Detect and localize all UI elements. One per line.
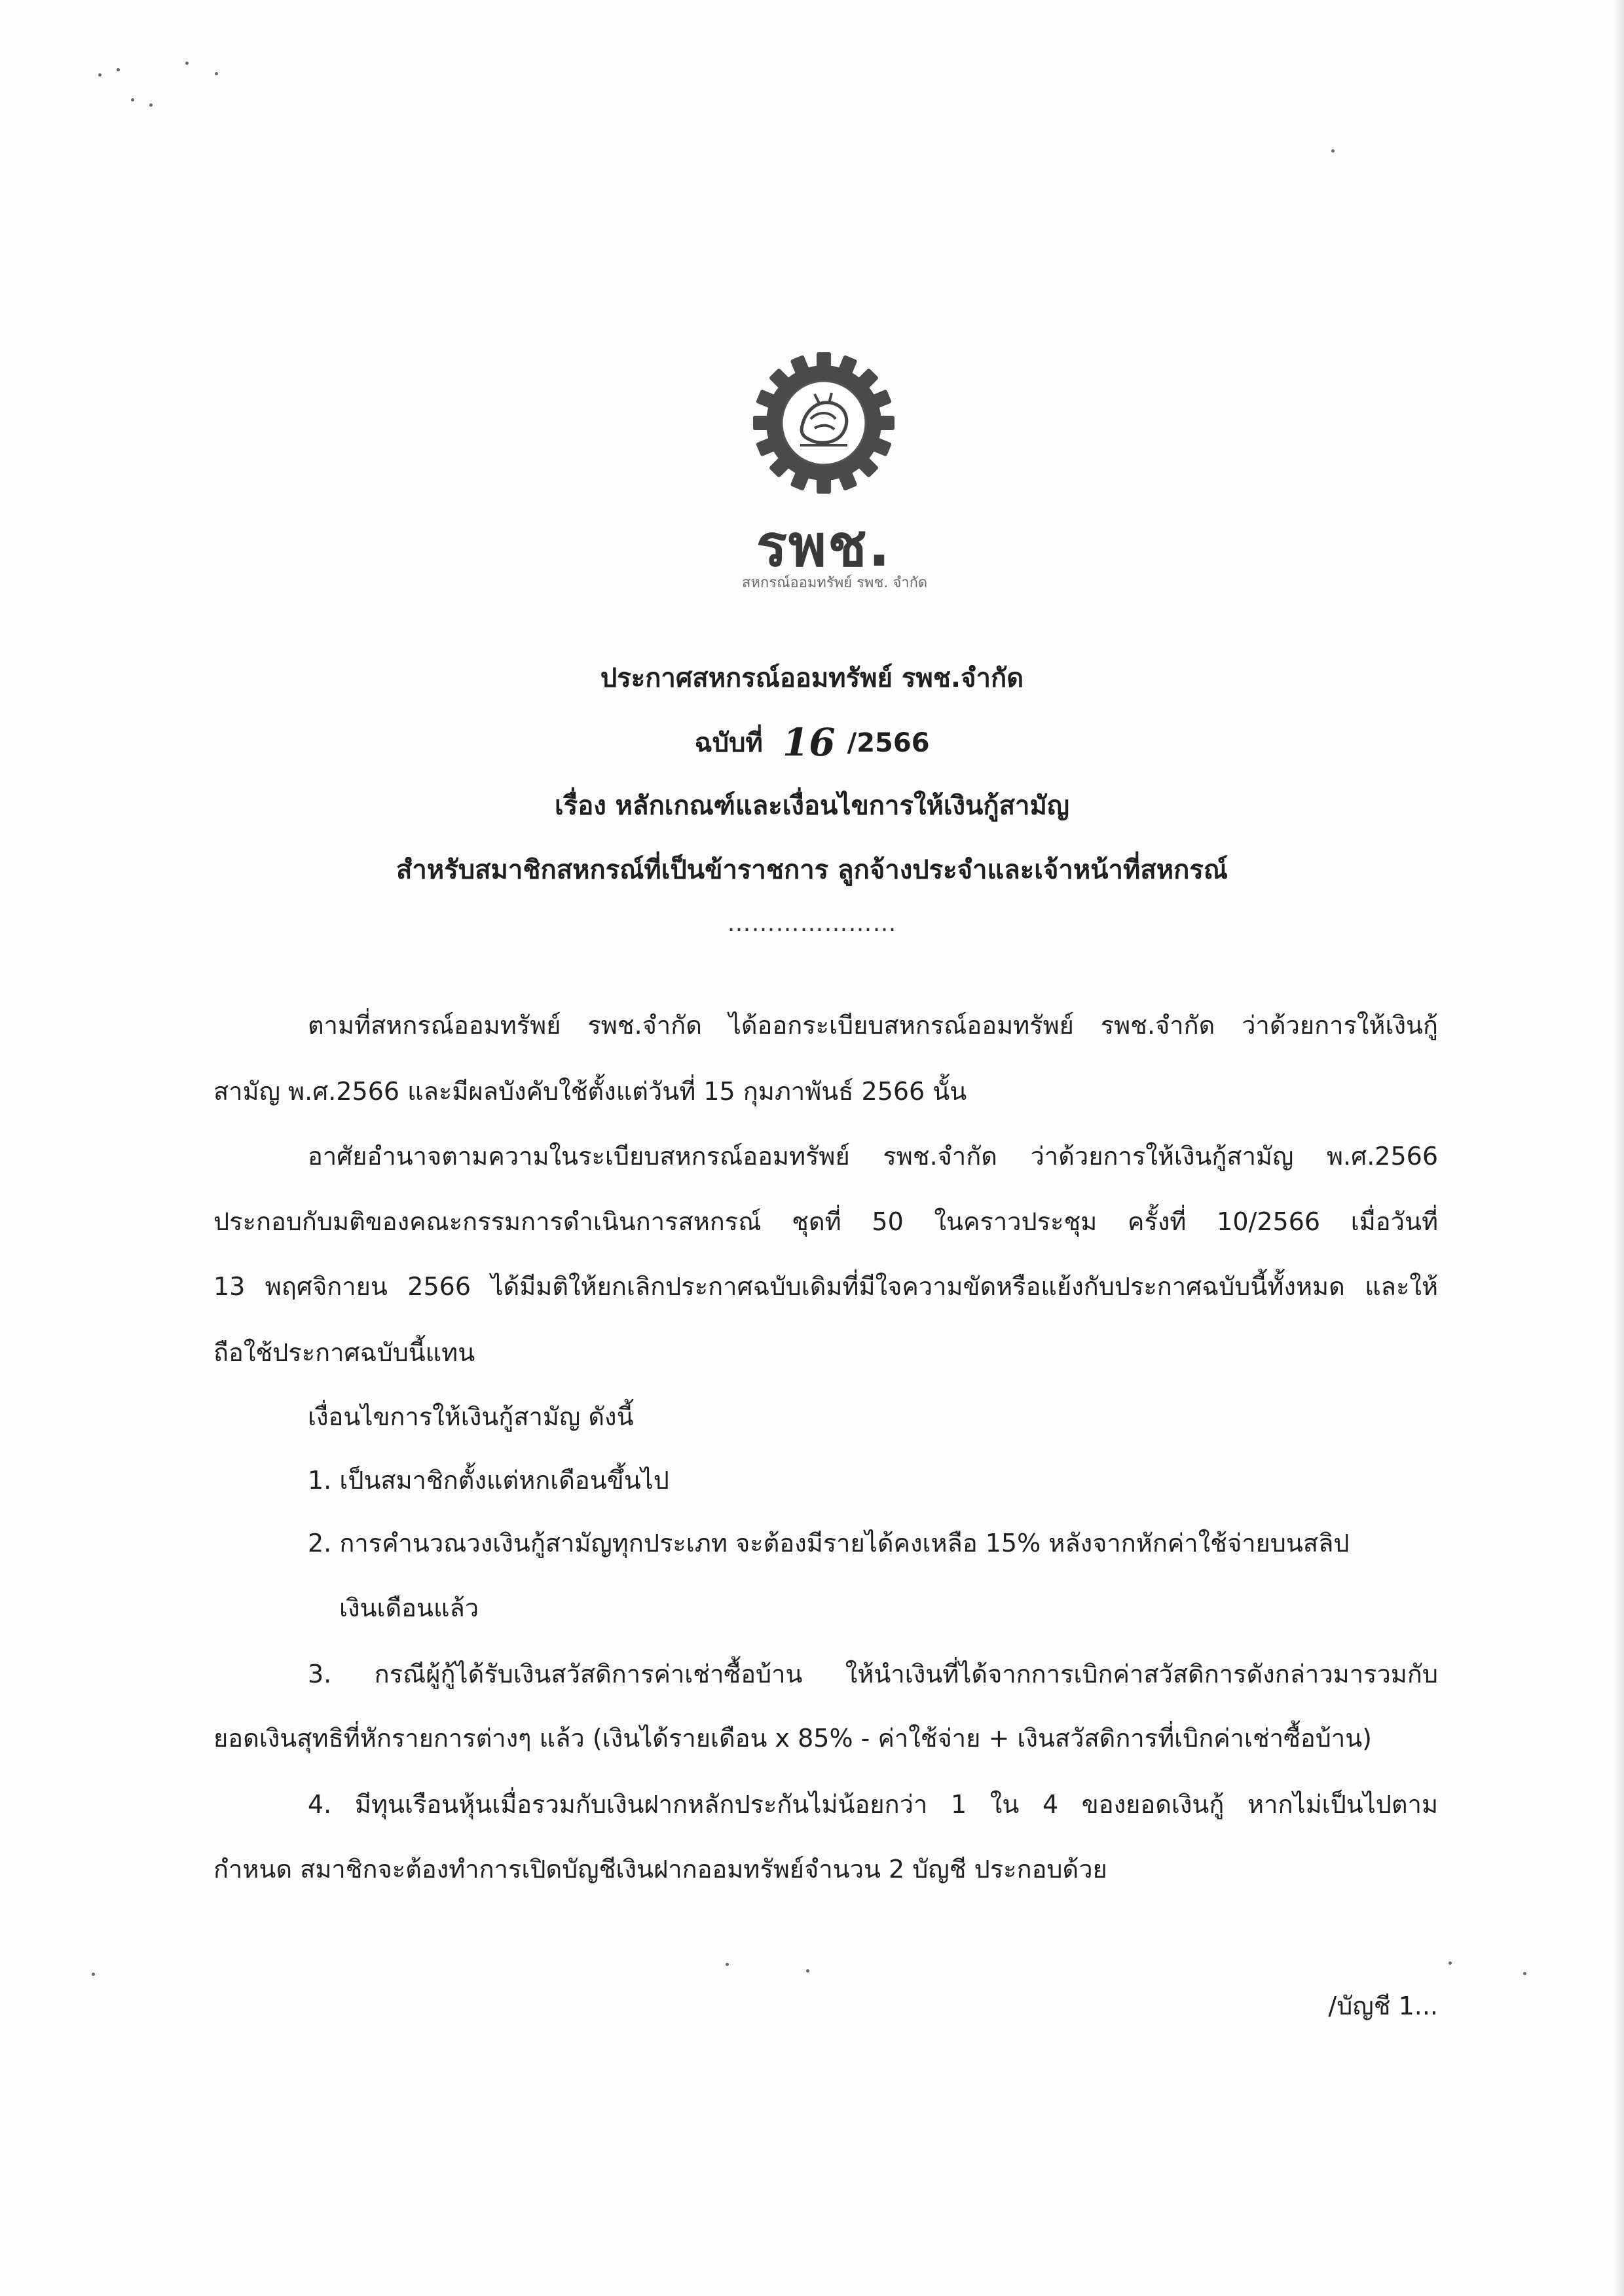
- announcement-title: ประกาศสหกรณ์ออมทรัพย์ รพช.จำกัด: [600, 663, 1024, 693]
- scan-speck: [1331, 149, 1335, 153]
- scan-speck: [117, 68, 120, 71]
- subject-line-2: สำหรับสมาชิกสหกรณ์ที่เป็นข้าราชการ ลูกจ้างประจำและเจ้าหน้าที่สหกรณ์: [396, 855, 1228, 885]
- paragraph-2-line-2: ประกอบกับมติของคณะกรรมการดำเนินการสหกรณ์ ชุดที่ 50 ในคราวประชุม ครั้งที่ 10/2566 เมื่อวันที่: [213, 1207, 1438, 1236]
- condition-item-1: 1. เป็นสมาชิกตั้งแต่หกเดือนขึ้นไป: [308, 1466, 669, 1495]
- gear-emblem-icon: [742, 346, 906, 503]
- condition-item-2-line-1: 2. การคำนวณวงเงินกู้สามัญทุกประเภท จะต้องมีรายได้คงเหลือ 15% หลังจากหักค่าใช้จ่ายบนสลิป: [308, 1529, 1350, 1558]
- issue-number-line: [0, 720, 1624, 765]
- page-edge-shadow: [1612, 0, 1624, 2296]
- scan-speck: [215, 72, 218, 75]
- scan-speck: [1523, 1972, 1526, 1975]
- paragraph-2-line-4: ถือใช้ประกาศฉบับนี้แทน: [213, 1338, 475, 1367]
- issue-year: /2566: [847, 728, 930, 758]
- heading-divider: …………………: [727, 910, 897, 937]
- logo-subtitle: สหกรณ์ออมทรัพย์ รพช. จำกัด: [742, 575, 928, 591]
- condition-item-2-line-2: เงินเดือนแล้ว: [339, 1594, 479, 1622]
- issue-number-handwritten: 16: [782, 720, 836, 765]
- cooperative-logo: [742, 346, 928, 601]
- paragraph-1-line-2: สามัญ พ.ศ.2566 และมีผลบังคับใช้ตั้งแต่วันที่ 15 กุมภาพันธ์ 2566 นั้น: [213, 1077, 967, 1106]
- paragraph-2-line-3: 13 พฤศจิกายน 2566 ได้มีมติให้ยกเลิกประกาศฉบับเดิมที่มีใจความขัดหรือแย้งกับประกาศฉบับนี้ทั้งหมด และให้: [213, 1272, 1438, 1301]
- subject-line: เรื่อง หลักเกณฑ์และเงื่อนไขการให้เงินกู้สามัญ: [555, 791, 1069, 821]
- condition-item-3-line-2: ยอดเงินสุทธิที่หักรายการต่างๆ แล้ว (เงินได้รายเดือน x 85% - ค่าใช้จ่าย + เงินสวัสดิการที่เบิกค่าเช่าซื้อบ้าน): [213, 1724, 1373, 1753]
- issue-label: ฉบับที่: [694, 728, 763, 758]
- scan-speck: [185, 62, 189, 65]
- condition-item-4-line-1: 4. มีทุนเรือนหุ้นเมื่อรวมกับเงินฝากหลักประกันไม่น้อยกว่า 1 ใน 4 ของยอดเงินกู้ หากไม่เป็นไปตาม: [308, 1790, 1438, 1819]
- scan-speck: [726, 1963, 729, 1966]
- logo-abbreviation: รพช.: [756, 512, 892, 579]
- paragraph-2-line-1: อาศัยอำนาจตามความในระเบียบสหกรณ์ออมทรัพย์ รพช.จำกัด ว่าด้วยการให้เงินกู้สามัญ พ.ศ.2566: [308, 1142, 1438, 1171]
- scan-speck: [149, 103, 153, 107]
- conditions-intro: เงื่อนไขการให้เงินกู้สามัญ ดังนี้: [308, 1402, 634, 1431]
- condition-item-3-line-1: 3. กรณีผู้กู้ได้รับเงินสวัสดิการค่าเช่าซื้อบ้าน ให้นำเงินที่ได้จากการเบิกค่าสวัสดิการดังกล่าวมารวมกับ: [308, 1660, 1438, 1688]
- condition-item-4-line-2: กำหนด สมาชิกจะต้องทำการเปิดบัญชีเงินฝากออมทรัพย์จำนวน 2 บัญชี ประกอบด้วย: [213, 1855, 1107, 1884]
- page-continuation: /บัญชี 1...: [1328, 1992, 1438, 2020]
- scan-speck: [1449, 1961, 1452, 1965]
- paragraph-1-line-1: ตามที่สหกรณ์ออมทรัพย์ รพช.จำกัด ได้ออกระเบียบสหกรณ์ออมทรัพย์ รพช.จำกัด ว่าด้วยการให้เงินกู้: [308, 1011, 1438, 1040]
- scan-speck: [131, 98, 134, 101]
- scan-speck: [92, 1973, 95, 1976]
- scan-speck: [806, 1969, 809, 1973]
- scan-speck: [98, 73, 101, 77]
